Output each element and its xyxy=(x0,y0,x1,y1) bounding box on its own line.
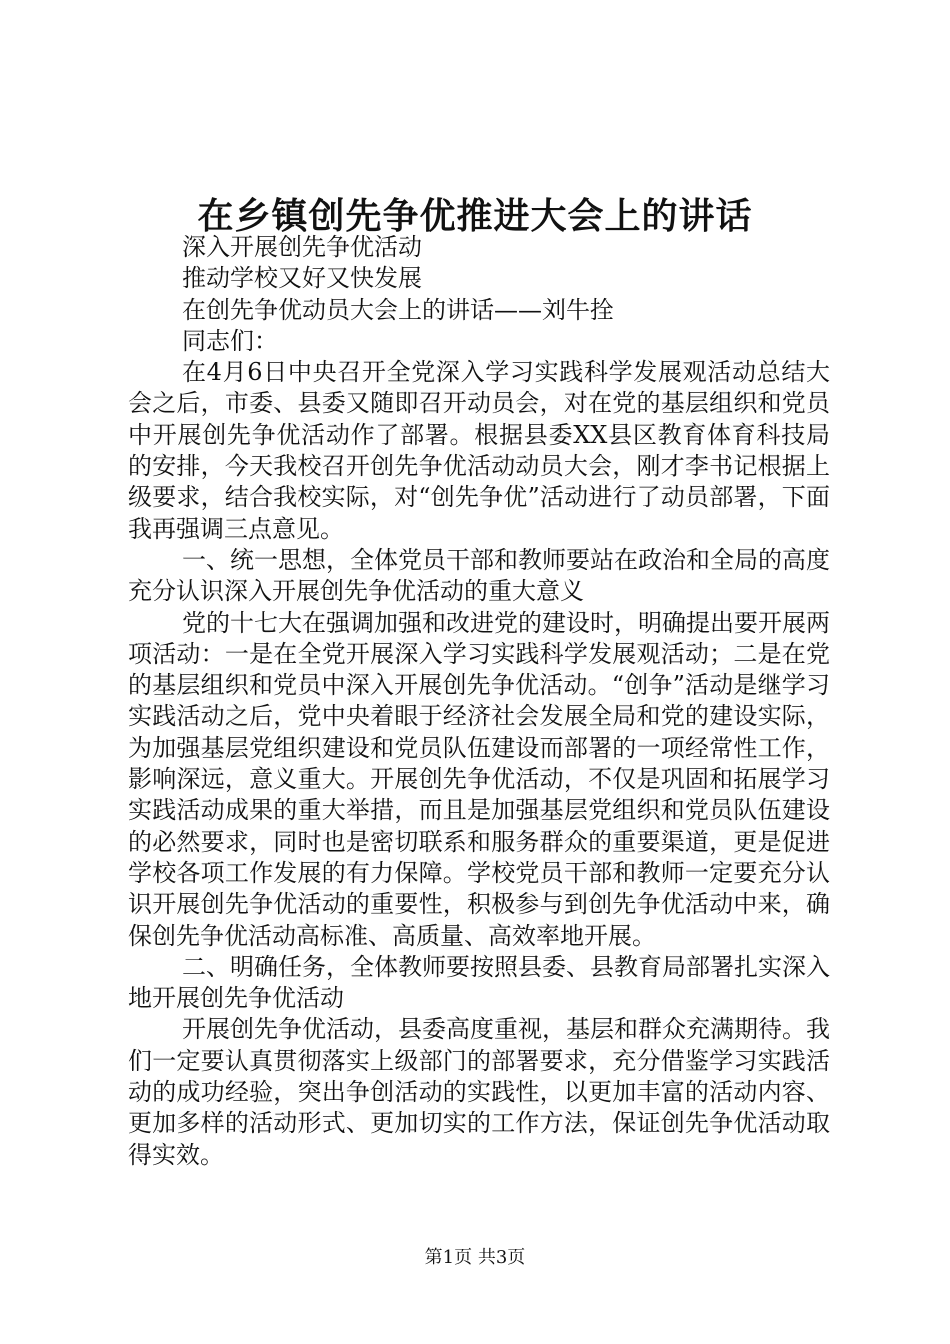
salutation: 同志们： xyxy=(182,326,278,355)
section-heading-1: 一、统一思想，全体党员干部和教师要站在政治和全局的高度充分认识深入开展创先争优活动的重大意义 xyxy=(128,545,830,606)
document-body xyxy=(128,232,830,1171)
body-paragraph: 开展创先争优活动，县委高度重视，基层和群众充满期待。我们一定要认真贯彻落实上级部门的部署要求，充分借鉴学习实践活动的成功经验，突出争创活动的实践性，以更加丰富的活动内容、更加多样的活动形式、更加切实的工作方法，保证创先争优活动取得实效。 xyxy=(128,1015,830,1169)
section-heading-2: 二、明确任务，全体教师要按照县委、县教育局部署扎实深入地开展创先争优活动 xyxy=(128,952,830,1013)
body-paragraph: 党的十七大在强调加强和改进党的建设时，明确提出要开展两项活动：一是在全党开展深入学习实践科学发展观活动；二是在党的基层组织和党员中深入开展创先争优活动。“创争”活动是继学习实践活动之后，党中央着眼于经济社会发展全局和党的建设实际，为加强基层党组织建设和党员队伍建设而部署的一项经常性工作，影响深远，意义重大。开展创先争优活动，不仅是巩固和拓展学习实践活动成果的重大举措，而且是加强基层党组织和党员队伍建设的必然要求，同时也是密切联系和服务群众的重要渠道，更是促进学校各项工作发展的有力保障。学校党员干部和教师一定要充分认识开展创先争优活动的重要性，积极参与到创先争优活动中来，确保创先争优活动高标准、高质量、高效率地开展。 xyxy=(128,608,830,950)
document-title: 在乡镇创先争优推进大会上的讲话 xyxy=(197,196,753,237)
page-footer: 第1页 共3页 xyxy=(424,1247,526,1268)
subtitle-line-2: 推动学校又好又快发展 xyxy=(182,264,422,293)
body-paragraph: 在4月6日中央召开全党深入学习实践科学发展观活动总结大会之后，市委、县委又随即召开动员会，对在党的基层组织和党员中开展创先争优活动作了部署。根据县委XX县区教育体育科技局的安排，今天我校召开创先争优活动动员大会，刚才李书记根据上级要求，结合我校实际，对“创先争优”活动进行了动员部署，下面我再强调三点意见。 xyxy=(128,358,830,543)
subtitle-line-1: 深入开展创先争优活动 xyxy=(182,233,422,261)
speech-heading: 在创先争优动员大会上的讲话——刘牛拴 xyxy=(182,295,614,324)
